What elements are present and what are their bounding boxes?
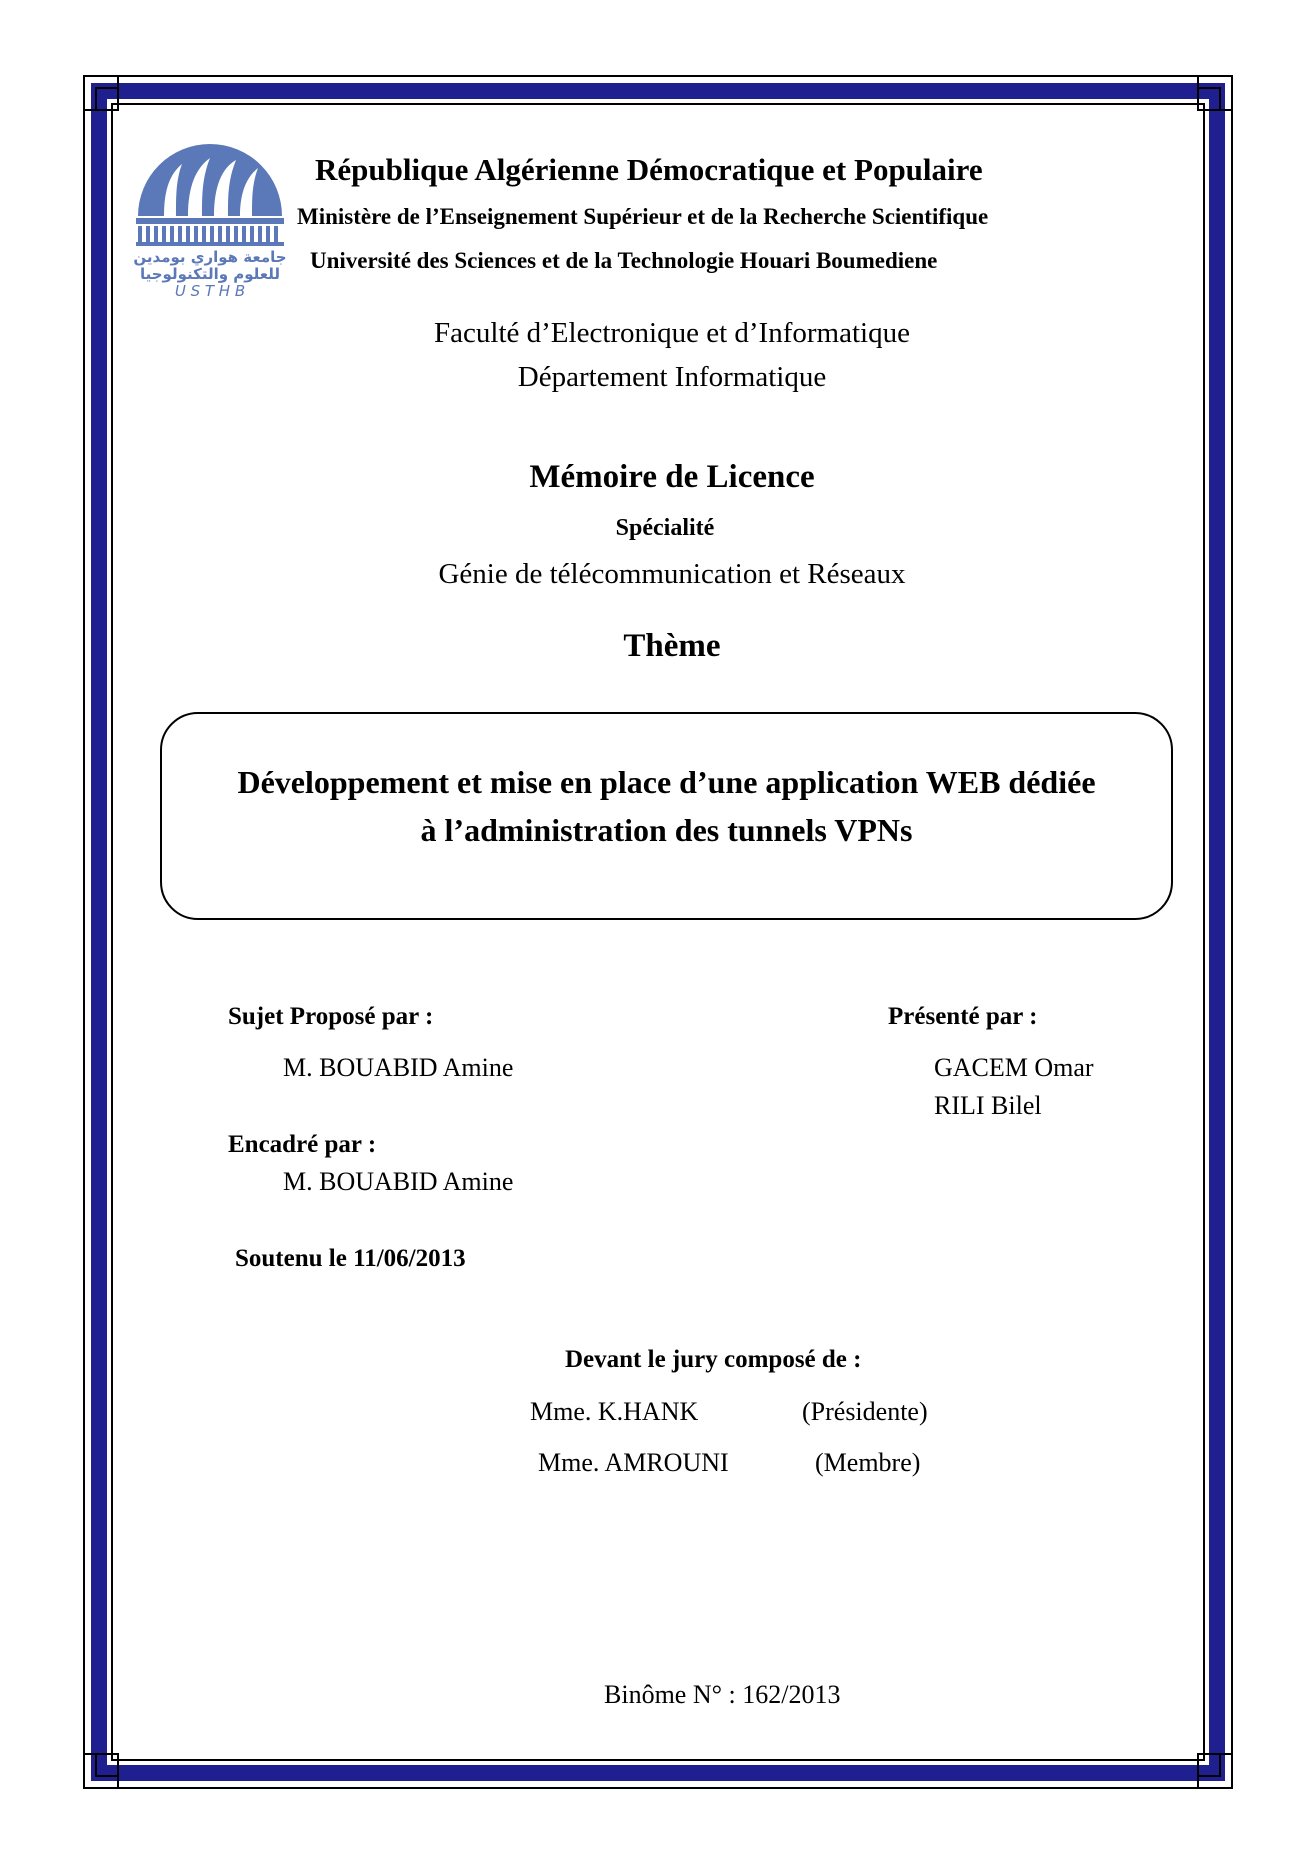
thesis-type: Mémoire de Licence (529, 459, 815, 495)
university-title: Université des Sciences et de la Technologie Houari Boumediene (310, 248, 938, 273)
jury-member-role: (Présidente) (802, 1397, 928, 1426)
ministry-title: Ministère de l’Enseignement Supérieur et de la Recherche Scientifique (297, 204, 989, 229)
theme-title-line-2: à l’administration des tunnels VPNs (420, 812, 913, 848)
faculty-name: Faculté d’Electronique et d’Informatique (434, 317, 910, 349)
jury-member-role: (Membre) (815, 1448, 921, 1477)
supervised-by-label: Encadré par : (228, 1131, 377, 1158)
usthb-logo-emblem (130, 134, 290, 298)
binome-number: Binôme N° : 162/2013 (604, 1680, 841, 1709)
presenter-1-name: GACEM Omar (934, 1053, 1094, 1082)
supervised-by-name: M. BOUABID Amine (283, 1167, 514, 1196)
speciality-label: Spécialité (615, 515, 715, 541)
logo-latin-text: U S T H B (174, 282, 246, 298)
logo-arabic-line-1: جامعة هواري بومدين (133, 248, 287, 266)
republic-title: République Algérienne Démocratique et Populaire (315, 152, 983, 187)
speciality-value: Génie de télécommunication et Réseaux (438, 558, 906, 590)
department-name: Département Informatique (517, 361, 827, 393)
presented-by-label: Présenté par : (888, 1003, 1038, 1030)
theme-box (160, 712, 1173, 920)
proposed-by-name: M. BOUABID Amine (283, 1053, 514, 1082)
theme-title-line-1: Développement et mise en place d’une application WEB dédiée (237, 764, 1096, 800)
defense-date: Soutenu le 11/06/2013 (235, 1245, 466, 1272)
theme-label: Thème (623, 628, 721, 664)
usthb-logo (130, 134, 290, 298)
jury-member-name: Mme. AMROUNI (538, 1448, 729, 1477)
jury-member-name: Mme. K.HANK (530, 1397, 699, 1426)
proposed-by-label: Sujet Proposé par : (228, 1003, 434, 1030)
presenter-2-name: RILI Bilel (934, 1091, 1042, 1120)
logo-arabic-line-2: للعلوم والتكنولوجيا (139, 265, 281, 283)
jury-label: Devant le jury composé de : (565, 1346, 862, 1373)
